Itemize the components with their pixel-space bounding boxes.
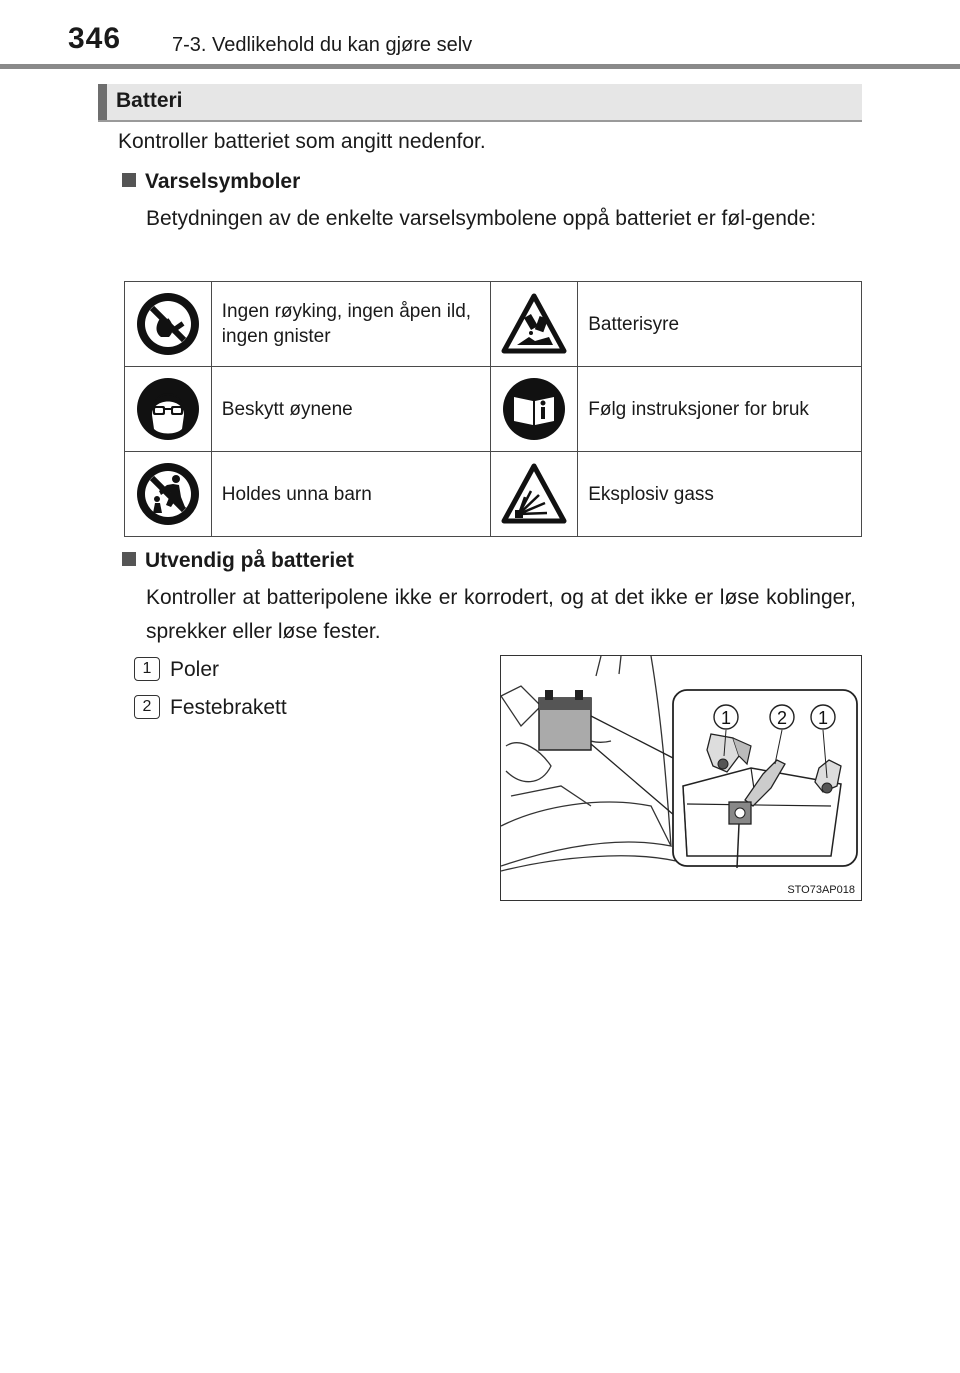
table-cell-icon <box>491 282 578 367</box>
table-cell-icon <box>491 452 578 537</box>
figure-code: STO73AP018 <box>787 884 855 896</box>
read-instructions-icon <box>502 377 566 441</box>
section-title: Batteri <box>116 89 183 112</box>
page-number: 346 <box>68 22 122 55</box>
warning-symbols-text: Betydningen av de enkelte varselsymbolene oppå batteriet er føl-gende: <box>146 207 817 230</box>
square-bullet-icon <box>122 552 136 566</box>
battery-illustration <box>501 656 861 900</box>
battery-acid-icon <box>501 293 567 355</box>
callout-label: Poler <box>170 658 220 681</box>
keep-away-children-icon <box>135 461 201 527</box>
figure-marker: 1 <box>817 708 829 728</box>
callout-label: Festebrakett <box>170 696 287 719</box>
intro-text: Kontroller batteriet som angitt nedenfor. <box>118 130 486 153</box>
header-rule <box>0 64 960 69</box>
warning-symbols-table <box>124 281 862 537</box>
section-bar <box>98 84 862 122</box>
subheading-text: Varselsymboler <box>145 170 301 193</box>
table-cell-icon <box>491 367 578 452</box>
table-cell-label: Batterisyre <box>578 282 862 367</box>
figure-marker: 1 <box>720 708 732 728</box>
callout-number: 2 <box>134 695 160 719</box>
subheading-text: Utvendig på batteriet <box>145 549 354 572</box>
table-cell-label: Følg instruksjoner for bruk <box>578 367 862 452</box>
battery-figure <box>500 655 862 901</box>
eye-protection-icon <box>136 377 200 441</box>
table-cell-label: Ingen røyking, ingen åpen ild, ingen gnister <box>211 282 491 367</box>
table-cell-label: Holdes unna barn <box>211 452 491 537</box>
table-cell-icon <box>125 367 212 452</box>
table-cell-label: Eksplosiv gass <box>578 452 862 537</box>
subheading-warning-symbols <box>122 170 300 194</box>
chapter-title: 7-3. Vedlikehold du kan gjøre selv <box>172 34 473 56</box>
no-smoking-flame-icon <box>135 291 201 357</box>
exterior-text: Kontroller at batteripolene ikke er korrodert, og at det ikke er løse koblinger, sprekker eller løse fester. <box>146 586 856 643</box>
table-row <box>125 452 862 537</box>
figure-marker: 2 <box>776 708 788 728</box>
square-bullet-icon <box>122 173 136 187</box>
subheading-exterior <box>122 549 354 573</box>
table-cell-icon <box>125 282 212 367</box>
table-row <box>125 282 862 367</box>
table-cell-label: Beskytt øynene <box>211 367 491 452</box>
section-accent <box>98 84 107 120</box>
callout-number: 1 <box>134 657 160 681</box>
table-cell-icon <box>125 452 212 537</box>
explosive-gas-icon <box>501 463 567 525</box>
table-row <box>125 367 862 452</box>
